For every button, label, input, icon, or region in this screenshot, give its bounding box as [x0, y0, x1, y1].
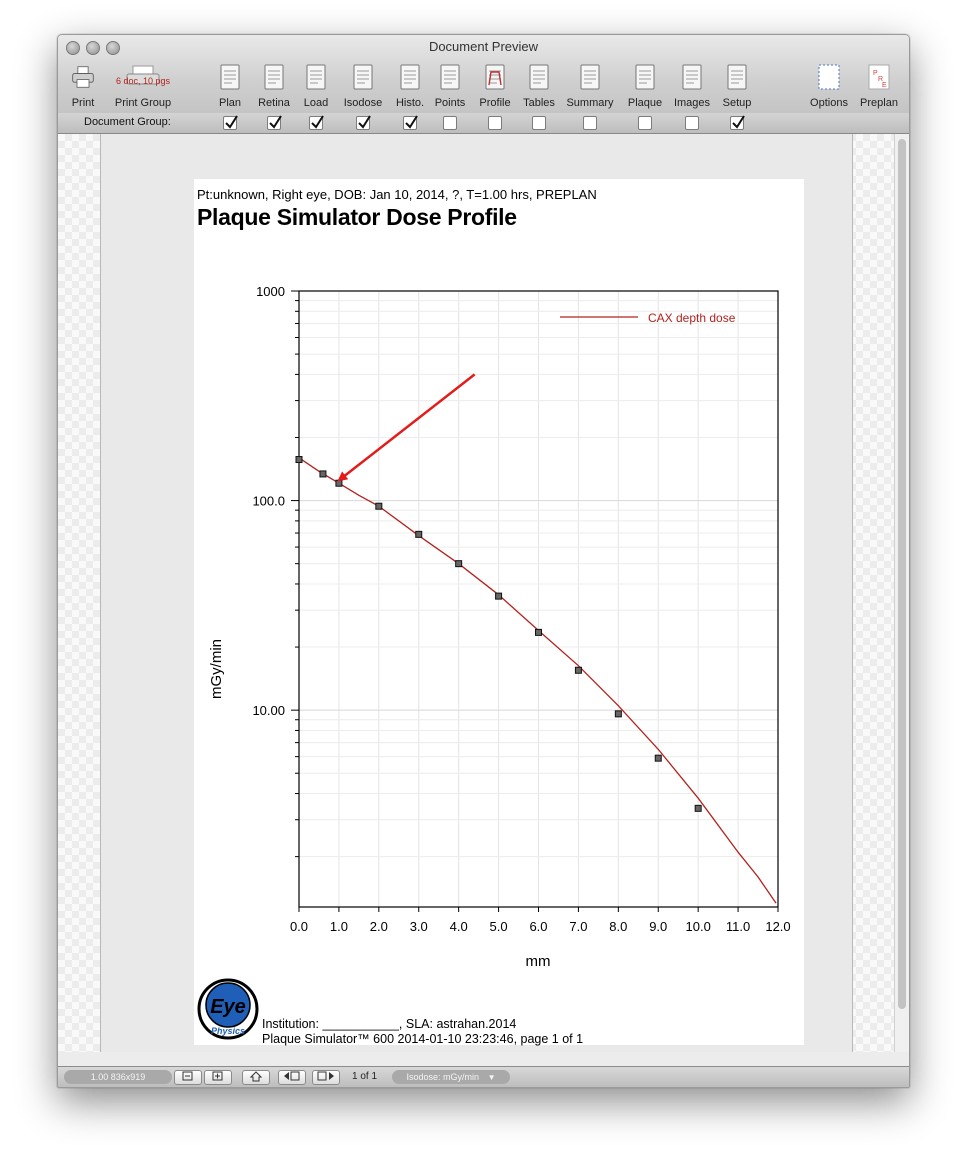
- toolbar-plaque-button[interactable]: Plaque: [621, 61, 669, 111]
- histogram-icon: [398, 63, 422, 91]
- data-point-marker: [695, 805, 701, 811]
- checkmark-icon: [310, 114, 324, 130]
- zoom-in-button[interactable]: [204, 1070, 232, 1085]
- group-checkbox-profile[interactable]: [488, 116, 502, 130]
- toolbar-load-button[interactable]: Load: [295, 61, 337, 111]
- previous-page-icon: [282, 1071, 302, 1082]
- x-tick-label: 11.0: [725, 919, 751, 934]
- data-point-marker: [456, 561, 462, 567]
- group-checkbox-images[interactable]: [685, 116, 699, 130]
- summary-icon: [578, 63, 602, 91]
- annotation-arrow: [339, 374, 475, 480]
- profile-icon: [483, 63, 507, 91]
- group-checkbox-retina[interactable]: [267, 116, 281, 130]
- data-point-marker: [615, 711, 621, 717]
- retina-icon: [262, 63, 286, 91]
- x-tick-label: 1.0: [329, 919, 348, 934]
- group-checkbox-setup[interactable]: [730, 116, 744, 130]
- group-checkbox-plaque[interactable]: [638, 116, 652, 130]
- zoom-info: 1.00 836x919: [64, 1070, 172, 1084]
- x-tick-label: 2.0: [369, 919, 388, 934]
- group-checkbox-isodose[interactable]: [356, 116, 370, 130]
- x-tick-label: 5.0: [489, 919, 508, 934]
- x-tick-label: 6.0: [529, 919, 548, 934]
- logo-text-top: Eye: [210, 996, 246, 1018]
- group-checkbox-plan[interactable]: [223, 116, 237, 130]
- document-title: Plaque Simulator Dose Profile: [197, 204, 517, 230]
- next-page-button[interactable]: [312, 1070, 340, 1085]
- svg-text:P: P: [873, 70, 878, 77]
- legend-label: CAX depth dose: [648, 311, 736, 325]
- x-tick-label: 7.0: [569, 919, 588, 934]
- scroll-thumb[interactable]: [898, 139, 906, 1009]
- checkmark-icon: [268, 114, 282, 130]
- zoom-out-icon: [180, 1071, 196, 1082]
- options-button[interactable]: Options: [804, 61, 854, 111]
- patient-header: Pt:unknown, Right eye, DOB: Jan 10, 2014, ?, T=1.00 hrs, PREPLAN: [197, 187, 597, 202]
- y-tick-label: 1000: [256, 284, 285, 299]
- plaque-icon: [633, 63, 657, 91]
- points-icon: [438, 63, 462, 91]
- data-point-marker: [296, 457, 302, 463]
- svg-text:E: E: [882, 82, 887, 89]
- print-group-info: 6 doc, 10 pgs: [115, 76, 171, 86]
- toolbar-retina-button[interactable]: Retina: [253, 61, 295, 111]
- toolbar-points-button[interactable]: Points: [429, 61, 471, 111]
- x-tick-label: 8.0: [609, 919, 628, 934]
- svg-text:R: R: [878, 76, 884, 83]
- group-checkbox-tables[interactable]: [532, 116, 546, 130]
- printer-icon: [71, 63, 95, 91]
- tables-icon: [527, 63, 551, 91]
- zoom-out-button[interactable]: [174, 1070, 202, 1085]
- data-point-marker: [575, 667, 581, 673]
- previous-page-button[interactable]: [278, 1070, 306, 1085]
- logo-text-bottom: Physics: [210, 1026, 246, 1036]
- x-axis-label: mm: [525, 953, 551, 970]
- setup-icon: [725, 63, 749, 91]
- toolbar-plan-button[interactable]: Plan: [207, 61, 253, 111]
- y-axis-label: mGy/min: [208, 639, 225, 699]
- window-title: Document Preview: [428, 39, 539, 54]
- group-checkbox-load[interactable]: [309, 116, 323, 130]
- isodose-icon: [351, 63, 375, 91]
- x-tick-label: 10.0: [685, 919, 711, 934]
- home-icon: [248, 1071, 264, 1082]
- y-tick-label: 10.00: [252, 703, 285, 719]
- document-group-bar: [58, 113, 909, 134]
- checkmark-icon: [357, 114, 371, 130]
- x-tick-label: 9.0: [649, 919, 668, 934]
- data-point-marker: [496, 593, 502, 599]
- chevron-down-icon: ▼: [487, 1073, 496, 1082]
- document-group-label: Document Group:: [84, 116, 171, 128]
- data-point-marker: [416, 531, 422, 537]
- group-checkbox-points[interactable]: [443, 116, 457, 130]
- print-button[interactable]: Print: [64, 61, 102, 111]
- footer-institution: Institution: ___________, SLA: astrahan.2014: [262, 1017, 517, 1031]
- group-checkbox-histo[interactable]: [403, 116, 417, 130]
- checkmark-icon: [404, 114, 418, 130]
- page-count: 1 of 1: [352, 1071, 378, 1082]
- toolbar-summary-button[interactable]: Summary: [561, 61, 619, 111]
- options-icon: [817, 63, 841, 91]
- vertical-scrollbar[interactable]: [894, 134, 909, 1052]
- toolbar-tables-button[interactable]: Tables: [517, 61, 561, 111]
- toolbar-profile-button[interactable]: Profile: [473, 61, 517, 111]
- preview-area[interactable]: [58, 134, 909, 1052]
- document-page: [194, 179, 804, 1045]
- preplan-icon: [867, 63, 891, 91]
- x-tick-label: 12.0: [765, 919, 791, 934]
- x-tick-label: 3.0: [409, 919, 428, 934]
- data-point-marker: [655, 755, 661, 761]
- document-preview-window: [57, 34, 910, 1088]
- eye-physics-logo: [196, 977, 260, 1041]
- data-point-marker: [320, 471, 326, 477]
- home-button[interactable]: [242, 1070, 270, 1085]
- next-page-icon: [316, 1071, 336, 1082]
- x-tick-label: 0.0: [289, 919, 309, 934]
- toolbar-histo-button[interactable]: Histo.: [391, 61, 429, 111]
- checkmark-icon: [224, 114, 238, 130]
- series-line-cax-depth-dose: [299, 458, 776, 903]
- data-point-marker: [536, 629, 542, 635]
- toolbar-setup-button[interactable]: Setup: [715, 61, 759, 111]
- toolbar-images-button[interactable]: Images: [669, 61, 715, 111]
- status-bar: [58, 1066, 909, 1088]
- checkmark-icon: [731, 114, 745, 130]
- x-tick-label: 4.0: [449, 919, 468, 934]
- group-checkbox-summary[interactable]: [583, 116, 597, 130]
- isodose-units-select[interactable]: [392, 1070, 510, 1084]
- title-bar: [58, 35, 909, 114]
- footer-version: Plaque Simulator™ 600 2014-01-10 23:23:46, page 1 of 1: [262, 1032, 584, 1046]
- isodose-select-label: Isodose: mGy/min: [406, 1072, 480, 1082]
- preplan-button[interactable]: P R E Preplan: [856, 61, 902, 111]
- data-point-marker: [376, 503, 382, 509]
- load-icon: [304, 63, 328, 91]
- dose-profile-chart: [194, 269, 804, 1029]
- data-point-marker: [336, 480, 342, 486]
- toolbar-isodose-button[interactable]: Isodose: [339, 61, 387, 111]
- y-tick-label: 100.0: [252, 493, 285, 509]
- print-group-button[interactable]: 6 doc, 10 pgs Print Group: [108, 61, 178, 111]
- images-icon: [680, 63, 704, 91]
- plan-icon: [218, 63, 242, 91]
- zoom-in-icon: [210, 1071, 226, 1082]
